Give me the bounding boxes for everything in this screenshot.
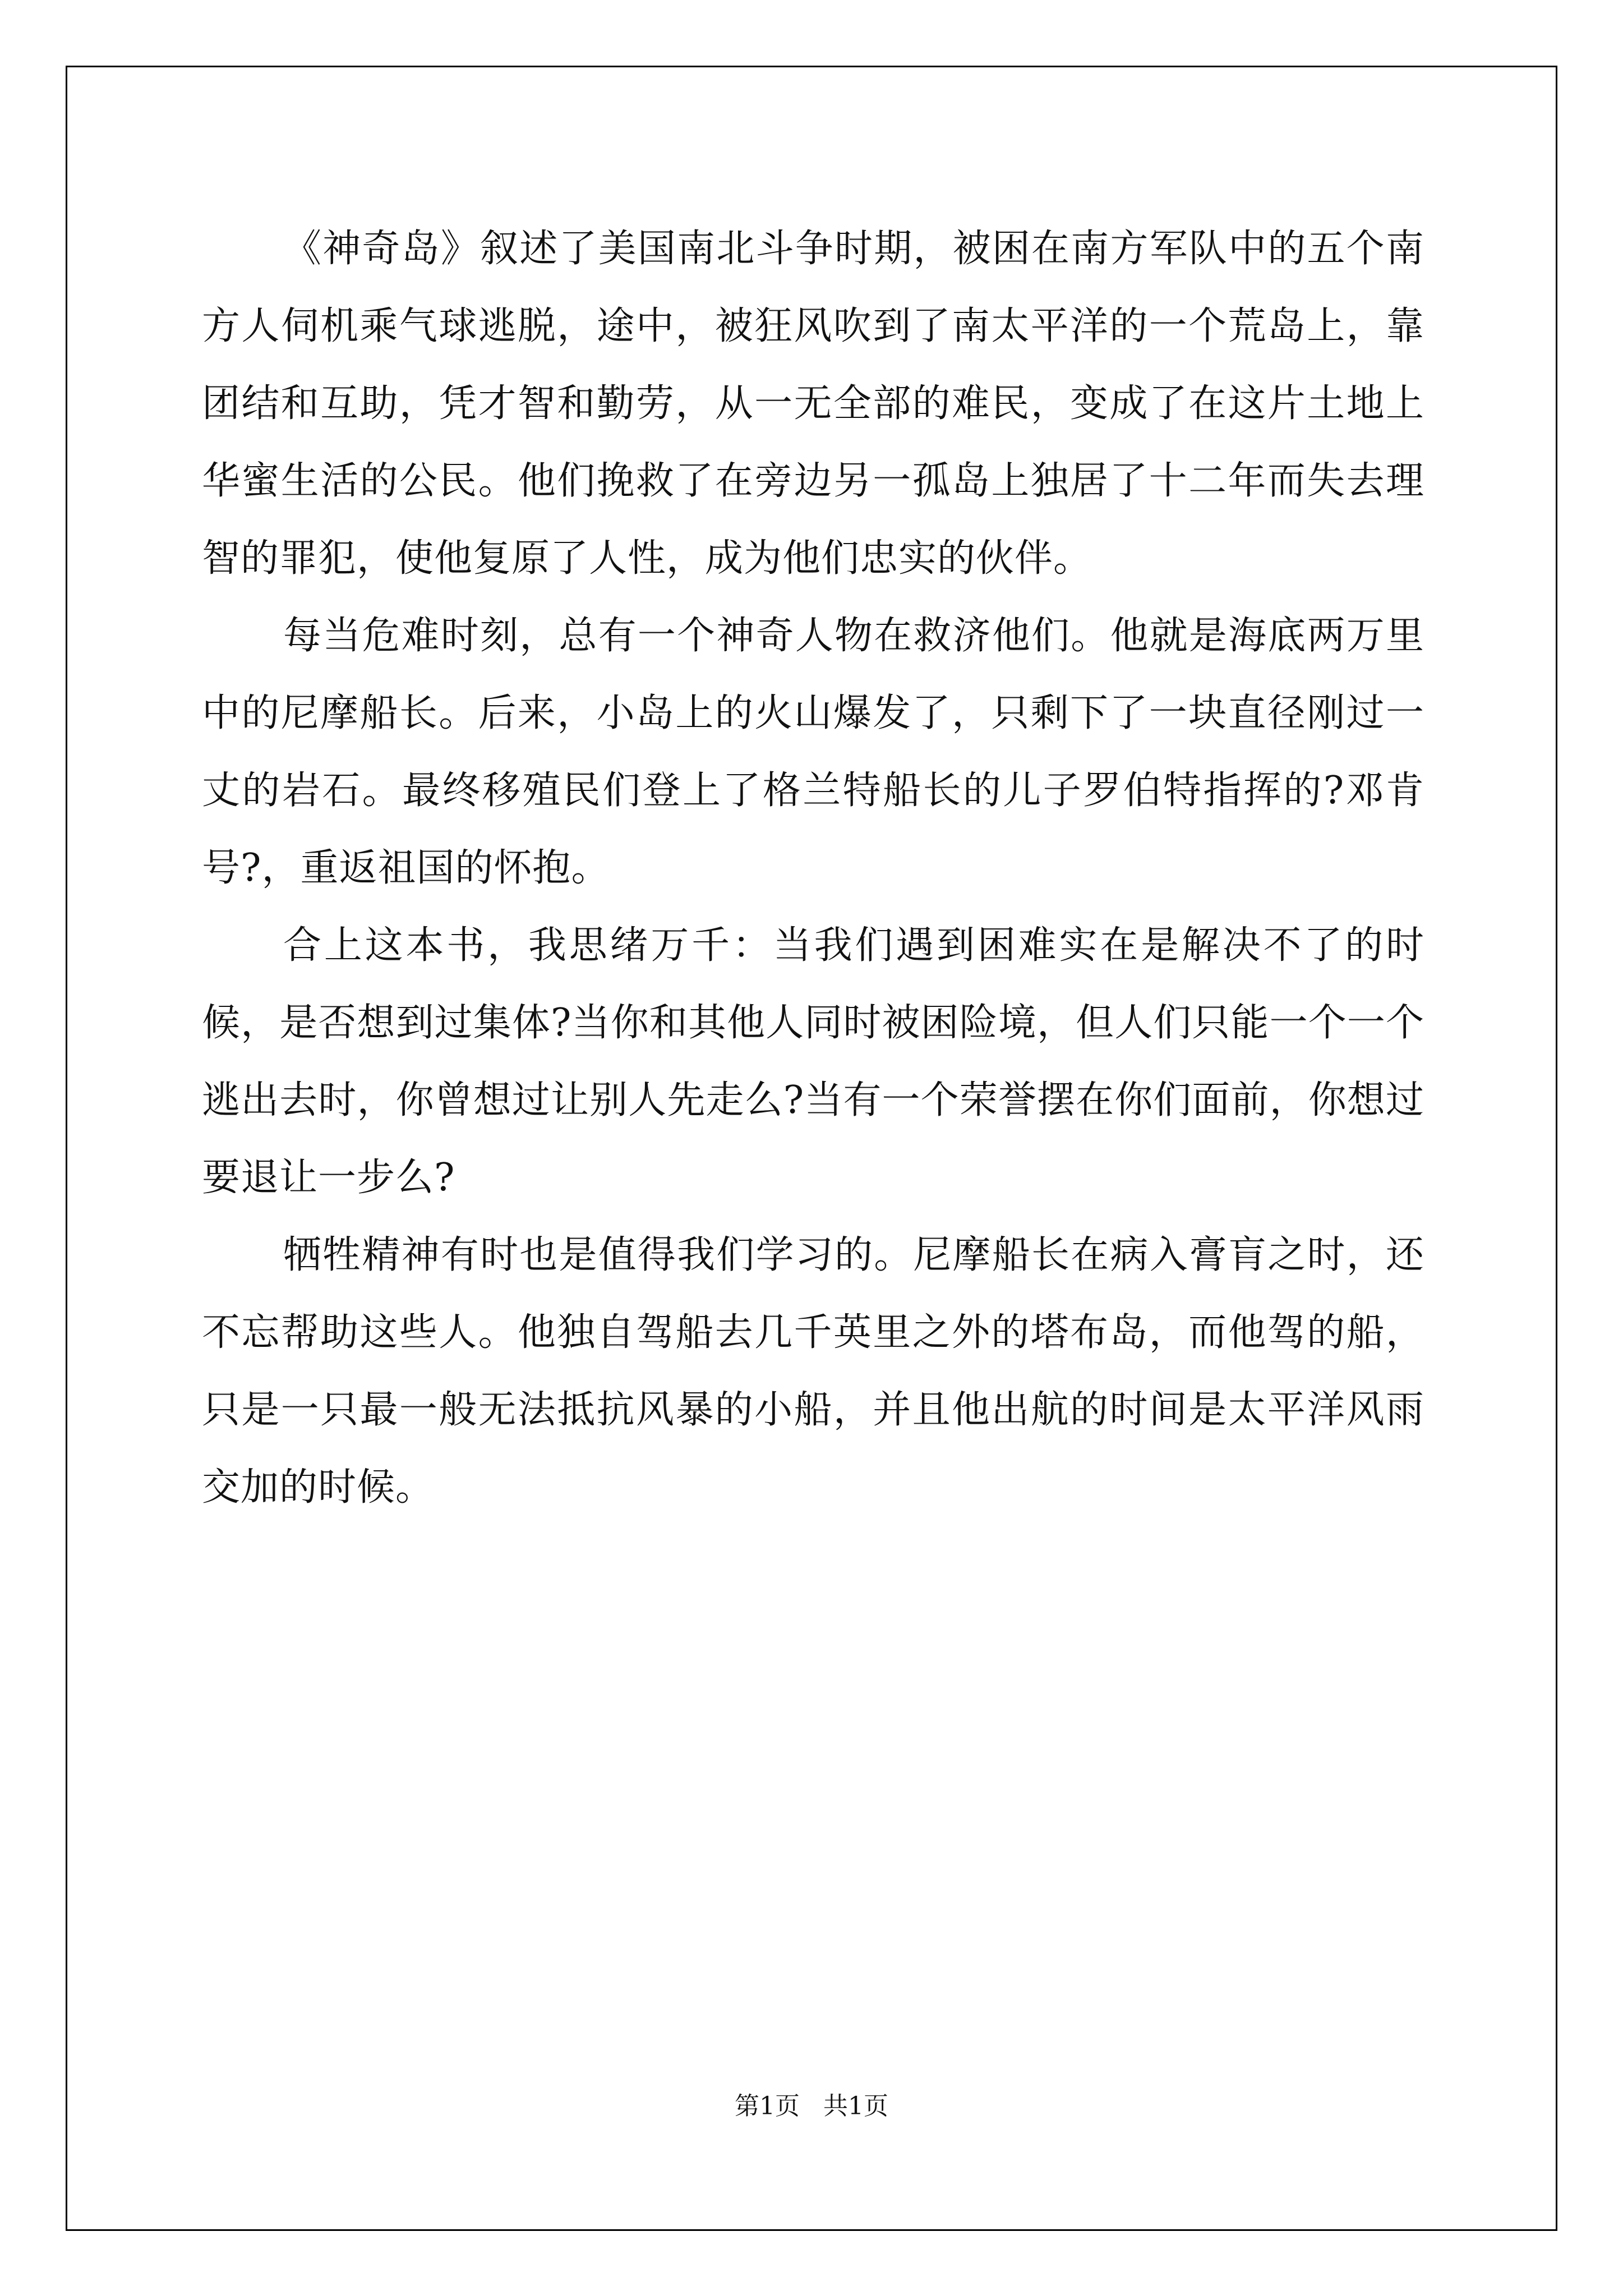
document-body bbox=[202, 210, 1424, 1526]
paragraph-1: 《神奇岛》叙述了美国南北斗争时期，被困在南方军队中的五个南方人伺机乘气球逃脱，途中，被狂风吹到了南太平洋的一个荒岛上，靠团结和互助，凭才智和勤劳，从一无全部的难民，变成了在这片土地上华蜜生活的公民。他们挽救了在旁边另一孤岛上独居了十二年而失去理智的罪犯，使他复原了人性，成为他们忠实的伙伴。 bbox=[202, 227, 1424, 581]
paragraph-2: 每当危难时刻，总有一个神奇人物在救济他们。他就是海底两万里中的尼摩船长。后来，小岛上的火山爆发了，只剩下了一块直径刚过一丈的岩石。最终移殖民们登上了格兰特船长的儿子罗伯特指挥的?邓肯号?，重返祖国的怀抱。 bbox=[202, 614, 1424, 890]
paragraph-3: 合上这本书，我思绪万千：当我们遇到困难实在是解决不了的时候，是否想到过集体?当你和其他人同时被困险境，但人们只能一个一个逃出去时，你曾想过让别人先走么?当有一个荣誉摆在你们面前，你想过要退让一步么? bbox=[202, 923, 1424, 1200]
page-total: 共1页 bbox=[823, 2092, 888, 2120]
page-number: 第1页 bbox=[735, 2092, 800, 2120]
page-footer bbox=[0, 2086, 1623, 2122]
footer-spacer bbox=[800, 2092, 823, 2120]
paragraph-4: 牺牲精神有时也是值得我们学习的。尼摩船长在病入膏肓之时，还不忘帮助这些人。他独自驾船去几千英里之外的塔布岛，而他驾的船，只是一只最一般无法抵抗风暴的小船，并且他出航的时间是太平洋风雨交加的时候。 bbox=[202, 1233, 1424, 1510]
